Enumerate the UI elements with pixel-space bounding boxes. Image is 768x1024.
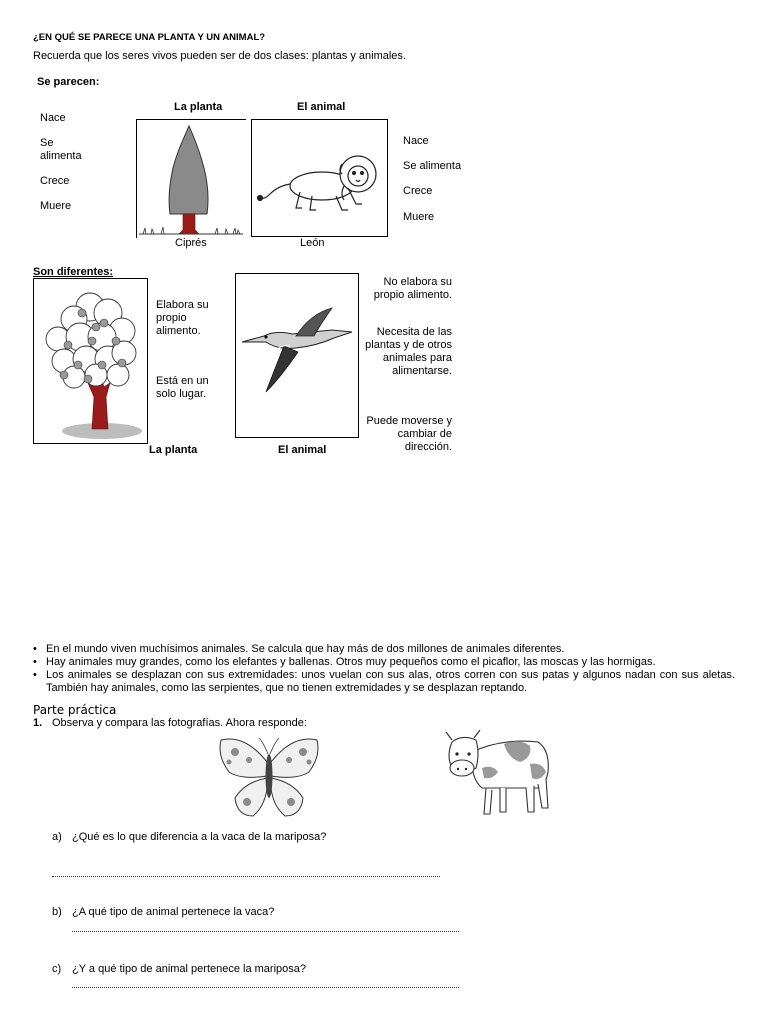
page-title: ¿EN QUÉ SE PARECE UNA PLANTA Y UN ANIMAL?	[33, 32, 266, 43]
different-animal-label: El animal	[278, 444, 327, 456]
similar-heading: Se parecen:	[37, 76, 100, 88]
bird-image	[236, 274, 358, 437]
lion-frame	[251, 119, 388, 237]
similar-left-item: Se alimenta	[40, 137, 82, 162]
cow-image	[442, 728, 552, 820]
cow-figure	[442, 728, 552, 820]
facts-list	[33, 643, 735, 695]
apple-tree-image	[34, 279, 147, 443]
similar-right-item: Muere	[403, 211, 435, 223]
lion-caption: León	[300, 237, 325, 249]
question-letter: a)	[52, 831, 62, 843]
list-item: • En el mundo viven muchísimos animales. Se calcula que hay más de dos millones de animales diferentes.	[33, 643, 735, 656]
practice-item-text: Observa y compara las fotografías. Ahora responde:	[52, 717, 307, 729]
intro-text: Recuerda que los seres vivos pueden ser de dos clases: plantas y animales.	[33, 50, 406, 62]
cypress-caption: Ciprés	[175, 237, 207, 249]
cypress-image	[137, 120, 245, 237]
animal-text-needs: Necesita de las plantas y de otros animales para alimentarse.	[365, 326, 452, 377]
answer-line-a[interactable]	[52, 876, 440, 877]
butterfly-image	[215, 732, 323, 820]
practice-item-number: 1.	[33, 717, 43, 729]
apple-tree-frame	[33, 278, 148, 444]
similar-right-item: Se alimenta	[403, 160, 462, 172]
question-text: ¿Y a qué tipo de animal pertenece la mariposa?	[72, 963, 306, 975]
similar-right-item: Nace	[403, 135, 429, 147]
animal-text-moves: Puede moverse y cambiar de dirección.	[366, 415, 452, 453]
list-item: • Los animales se desplazan con sus extremidades: unos vuelan con sus alas, otros corren con sus patas y algunos nadan con sus aletas. También hay animales, como las serpientes, que no tienen extremidades y se desplazan reptando.	[33, 669, 735, 695]
question-letter: c)	[52, 963, 62, 975]
similar-left-item: Crece	[40, 175, 70, 187]
plant-text-place: Está en un solo lugar.	[156, 375, 209, 400]
butterfly-figure	[215, 732, 323, 820]
plant-text-feeds: Elabora su propio alimento.	[156, 299, 209, 337]
answer-line-c[interactable]	[72, 987, 459, 988]
lion-image	[252, 120, 387, 236]
list-item: • Hay animales muy grandes, como los elefantes y ballenas. Otros muy pequeños como el picaflor, las moscas y las hormigas.	[33, 656, 735, 669]
question-text: ¿Qué es lo que diferencia a la vaca de la mariposa?	[72, 831, 327, 843]
similar-right-item: Crece	[403, 185, 433, 197]
similar-left-item: Nace	[40, 112, 66, 124]
cypress-frame	[136, 119, 246, 238]
practice-heading: Parte práctica	[33, 703, 117, 717]
different-heading: Son diferentes:	[33, 266, 114, 278]
different-plant-label: La planta	[149, 444, 198, 456]
animal-text-feeds: No elabora su propio alimento.	[373, 276, 452, 301]
similar-plant-header: La planta	[174, 101, 223, 113]
similar-animal-header: El animal	[297, 101, 346, 113]
answer-line-b[interactable]	[72, 931, 459, 932]
question-text: ¿A qué tipo de animal pertenece la vaca?	[72, 906, 275, 918]
question-letter: b)	[52, 906, 62, 918]
bird-frame	[235, 273, 359, 438]
similar-left-item: Muere	[40, 200, 72, 212]
